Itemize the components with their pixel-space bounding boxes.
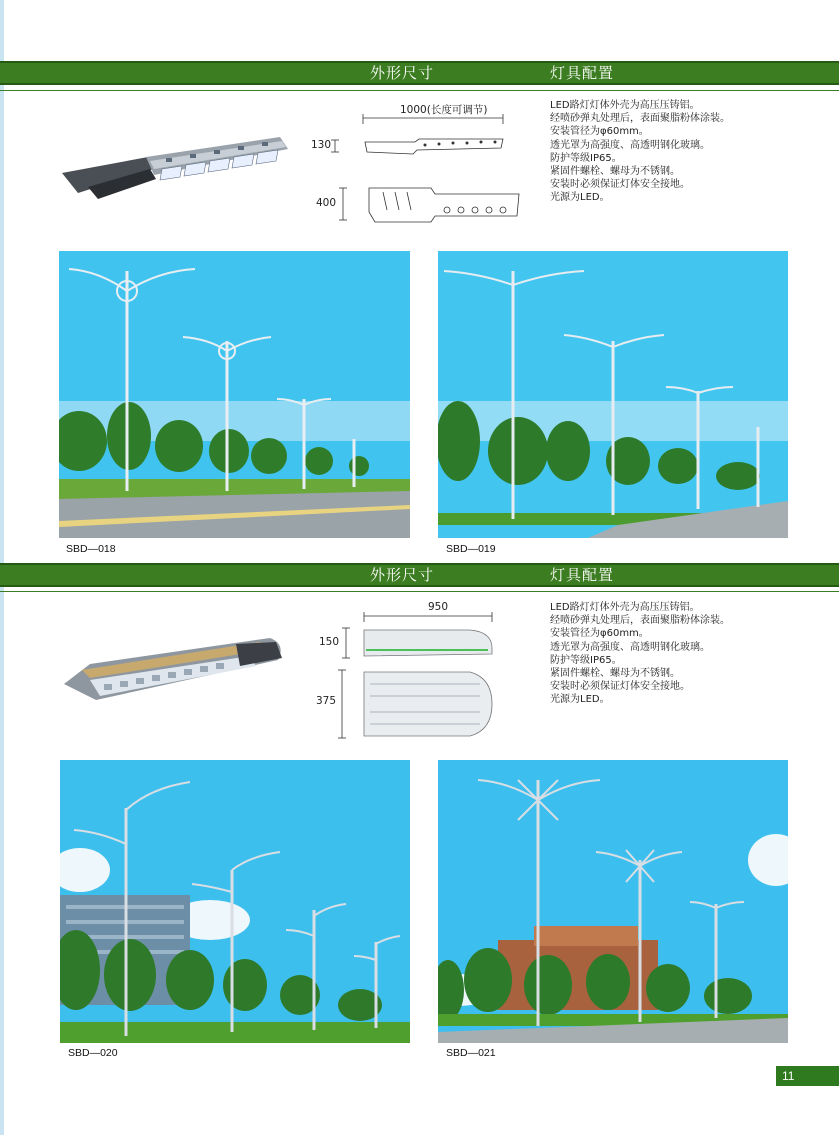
spec-line: 防护等级IP65。 [550, 654, 622, 666]
spec-line: 透光罩为高强度、高透明钢化玻璃。 [550, 641, 710, 653]
spec-line: 紧固件螺栓、螺母为不锈钢。 [550, 166, 680, 178]
caption-sbd-018: SBD—018 [66, 543, 116, 555]
spec-line: 透光罩为高强度、高透明钢化玻璃。 [550, 139, 710, 151]
section2-length-label: 950 [428, 601, 449, 613]
spec-line: 经喷砂弹丸处理后，表面聚脂粉体涂装。 [550, 615, 730, 627]
spec-line: LED路灯灯体外壳为高压压铸铝。 [550, 100, 700, 111]
section1-dimension-drawing-icon [305, 112, 530, 227]
section1-header-band [0, 61, 839, 85]
section2-height-label: 150 [319, 636, 340, 648]
spec-line: 安装管径为φ60mm。 [550, 126, 649, 138]
photo-sbd-018 [59, 251, 410, 538]
led-street-lamp-head-icon [60, 630, 286, 706]
photo-sbd-021 [438, 760, 788, 1043]
spec-line: 光源为LED。 [550, 694, 610, 706]
spec-line: 安装时必须保证灯体安全接地。 [550, 179, 690, 191]
page-number: 11 [782, 1069, 795, 1083]
photo-sbd-019 [438, 251, 788, 538]
section2-divider [0, 591, 839, 592]
spec-line: 经喷砂弹丸处理后，表面聚脂粉体涂装。 [550, 113, 730, 125]
spec-line: 光源为LED。 [550, 192, 610, 204]
spec-line: 紧固件螺栓、螺母为不锈钢。 [550, 668, 680, 680]
section2-dimensions-heading: 外形尺寸 [370, 566, 435, 584]
spec-line: 安装管径为φ60mm。 [550, 628, 649, 640]
section2-dimension-drawing-icon [330, 612, 500, 742]
section1-divider [0, 90, 839, 91]
section1-width-label: 400 [316, 197, 337, 209]
spec-line: LED路灯灯体外壳为高压压铸铝。 [550, 602, 700, 613]
section2-spec-list [550, 601, 730, 707]
section1-config-heading: 灯具配置 [550, 64, 615, 82]
caption-sbd-020: SBD—020 [68, 1047, 118, 1059]
section2-config-heading: 灯具配置 [550, 566, 615, 584]
caption-sbd-021: SBD—021 [446, 1047, 496, 1059]
section2-header-band [0, 563, 839, 587]
spec-line: 安装时必须保证灯体安全接地。 [550, 681, 690, 693]
spec-line: 防护等级IP65。 [550, 152, 622, 164]
section1-spec-list [550, 99, 730, 205]
caption-sbd-019: SBD—019 [446, 543, 496, 555]
section2-width-label: 375 [316, 695, 337, 707]
section1-length-label: 1000(长度可调节) [400, 104, 488, 116]
led-street-lamp-head-icon [58, 135, 298, 205]
section1-dimensions-heading: 外形尺寸 [370, 64, 435, 82]
page-number-box [776, 1066, 839, 1086]
photo-sbd-020 [60, 760, 410, 1043]
section1-height-label: 130 [311, 139, 332, 151]
